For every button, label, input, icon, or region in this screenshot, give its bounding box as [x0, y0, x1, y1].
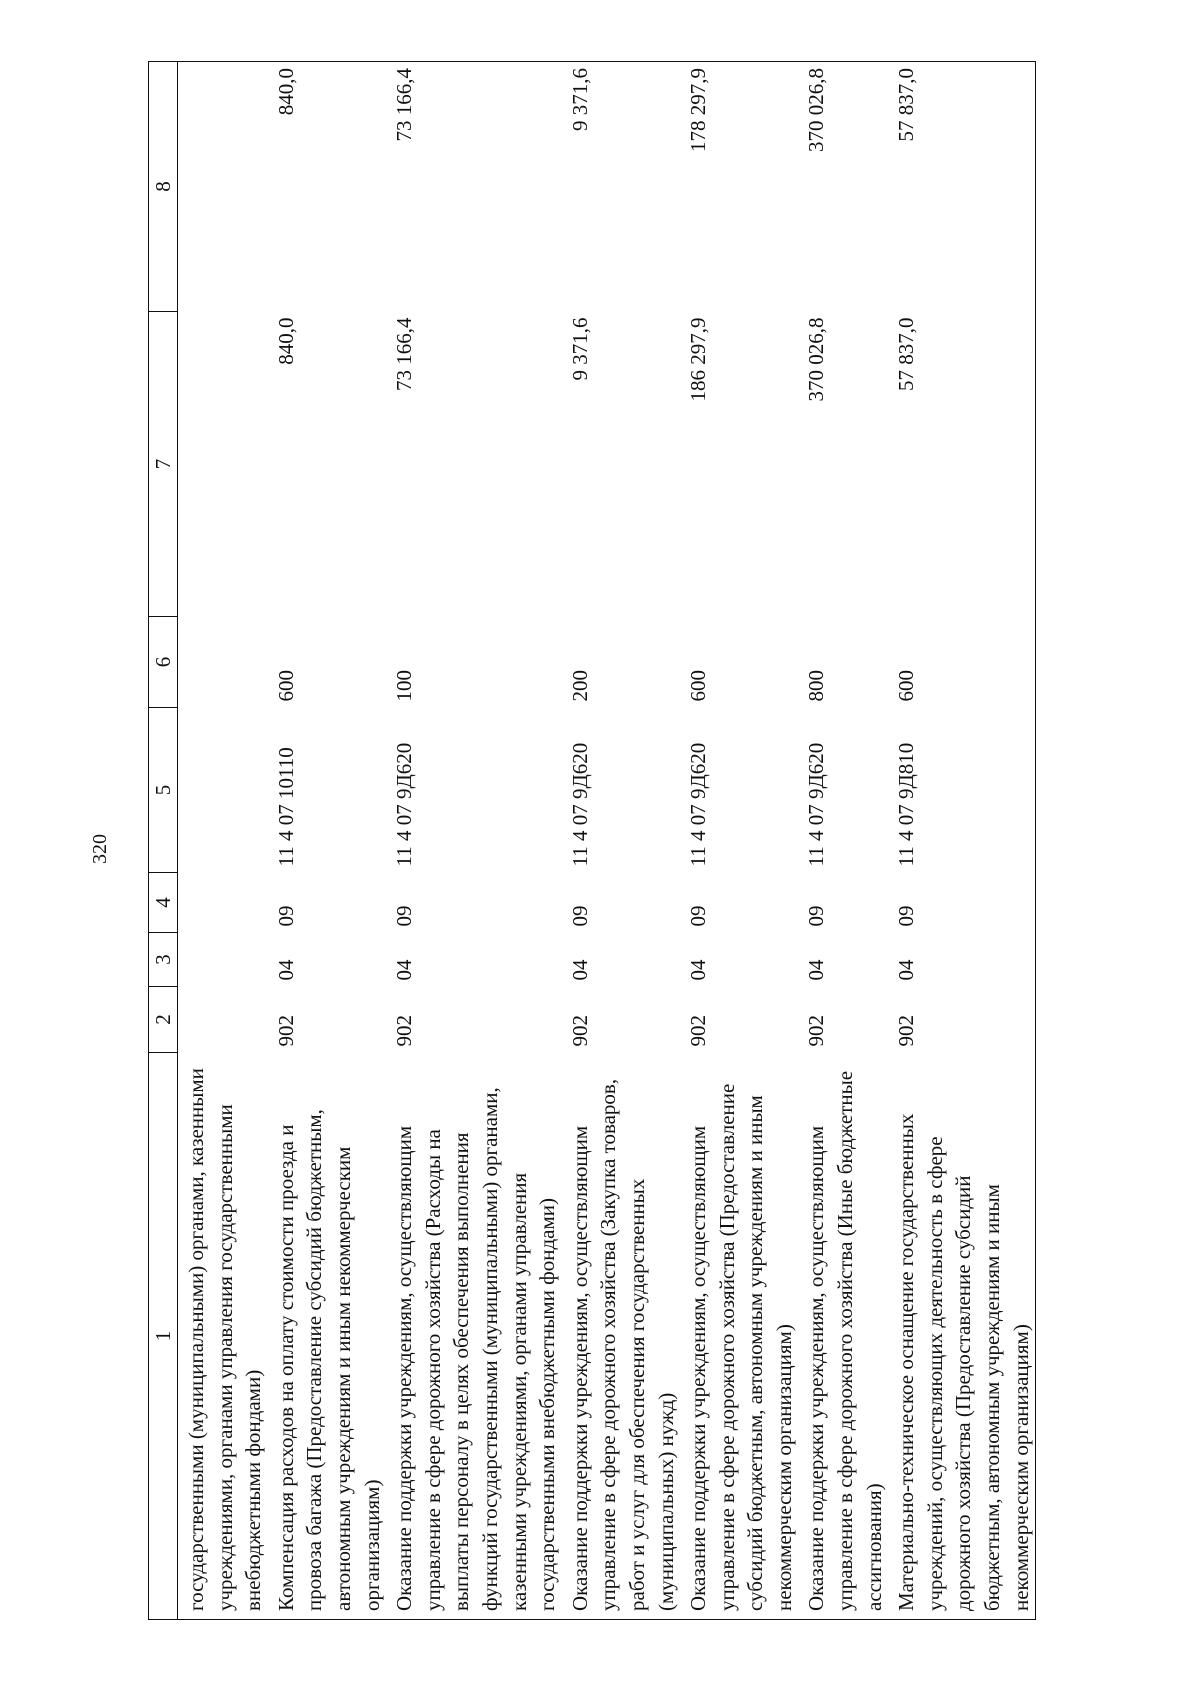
col-header-8: 8	[149, 62, 178, 312]
expense-type-code: 800	[804, 670, 829, 702]
amount-col8: 840,0	[268, 62, 386, 312]
grbs-code: 902	[392, 1015, 417, 1047]
table-row	[798, 62, 888, 1620]
table-row	[178, 62, 268, 1620]
target-article-code: 11 4 07 9Д620	[392, 742, 417, 867]
section-code: 04	[804, 959, 829, 981]
col-header-6: 6	[149, 617, 178, 708]
subsection-code: 09	[804, 905, 829, 927]
amount-col7	[178, 312, 268, 617]
target-article-code: 11 4 07 9Д620	[567, 742, 592, 867]
target-article-code: 11 4 07 10110	[273, 747, 298, 867]
amount-col8	[178, 62, 268, 312]
budget-table	[148, 61, 1036, 1620]
expense-type-code: 100	[392, 670, 417, 702]
amount-col8: 178 297,9	[680, 62, 798, 312]
rotated-page-content	[148, 60, 1200, 1620]
table-row	[562, 62, 680, 1620]
subsection-code: 09	[392, 905, 417, 927]
amount-col7: 73 166,4	[392, 317, 417, 391]
target-article-code: 11 4 07 9Д810	[888, 708, 1035, 873]
section-code: 04	[273, 959, 298, 981]
expense-type-code: 600	[273, 670, 298, 702]
section-code: 04	[567, 959, 592, 981]
expense-type-code	[178, 617, 268, 708]
subsection-code: 09	[888, 873, 1035, 933]
amount-col8: 370 026,8	[798, 62, 888, 312]
amount-col8: 73 166,4	[386, 62, 562, 312]
subsection-code	[178, 873, 268, 933]
table-row	[680, 62, 798, 1620]
grbs-code: 902	[567, 1015, 592, 1047]
expense-name: Оказание поддержки учреждениям, осуществляющим управление в сфере дорожного хозяйства (Закупка товаров, работ и услуг для обеспечения государственных (муниципальных) нужд)	[562, 1053, 680, 1620]
amount-col7: 9 371,6	[567, 317, 592, 381]
section-code: 04	[888, 933, 1035, 987]
expense-name: государственными (муниципальными) органами, казенными учреждениями, органами управления государственными внебюджетными фондами)	[178, 1053, 268, 1620]
section-code: 04	[686, 959, 711, 981]
section-code: 04	[392, 959, 417, 981]
amount-col7: 57 837,0	[888, 312, 1035, 617]
amount-col8: 9 371,6	[562, 62, 680, 312]
col-header-1: 1	[149, 1053, 178, 1620]
col-header-2: 2	[149, 987, 178, 1053]
col-header-5: 5	[149, 708, 178, 873]
subsection-code: 09	[686, 905, 711, 927]
col-header-4: 4	[149, 873, 178, 933]
target-article-code: 11 4 07 9Д620	[804, 742, 829, 867]
expense-name: Компенсация расходов на оплату стоимости проезда и провоза багажа (Предоставление субсидий бюджетным, автономным учреждениям и иным некоммерческим организациям)	[268, 1053, 386, 1620]
target-article-code: 11 4 07 9Д620	[686, 742, 711, 867]
grbs-code: 902	[888, 987, 1035, 1053]
amount-col7: 186 297,9	[686, 317, 711, 402]
expense-type-code: 600	[888, 617, 1035, 708]
expense-name: Материально-техническое оснащение государственных учреждений, осуществляющих деятельность в сфере дорожного хозяйства (Предоставление субсидий бюджетным, автономным учреждениям и иным некоммерческим организациям)	[888, 1053, 1035, 1620]
grbs-code: 902	[804, 1015, 829, 1047]
expense-type-code: 600	[686, 670, 711, 702]
col-header-3: 3	[149, 933, 178, 987]
grbs-code	[178, 987, 268, 1053]
grbs-code: 902	[273, 1015, 298, 1047]
amount-col7: 370 026,8	[804, 317, 829, 402]
table-row	[888, 62, 1035, 1620]
target-article-code	[178, 708, 268, 873]
amount-col8: 57 837,0	[888, 62, 1035, 312]
subsection-code: 09	[273, 905, 298, 927]
subsection-code: 09	[567, 905, 592, 927]
amount-col7: 840,0	[273, 317, 298, 365]
header-row	[149, 62, 178, 1620]
section-code	[178, 933, 268, 987]
table-row	[268, 62, 386, 1620]
expense-name: Оказание поддержки учреждениям, осуществляющим управление в сфере дорожного хозяйства (Расходы на выплаты персоналу в целях обеспечения выполнения функций государственными (муниципальными) органами, казенными учреждениями, органами управления государственными внебюджетными фондами)	[386, 1053, 562, 1620]
expense-type-code: 200	[567, 670, 592, 702]
table-row	[386, 62, 562, 1620]
grbs-code: 902	[686, 1015, 711, 1047]
page-number: 320	[89, 834, 111, 864]
expense-name: Оказание поддержки учреждениям, осуществляющим управление в сфере дорожного хозяйства (Иные бюджетные ассигнования)	[798, 1053, 888, 1620]
expense-name: Оказание поддержки учреждениям, осуществляющим управление в сфере дорожного хозяйства (Предоставление субсидий бюджетным, автономным учреждениям и иным некоммерческим организациям)	[680, 1053, 798, 1620]
col-header-7: 7	[149, 312, 178, 617]
